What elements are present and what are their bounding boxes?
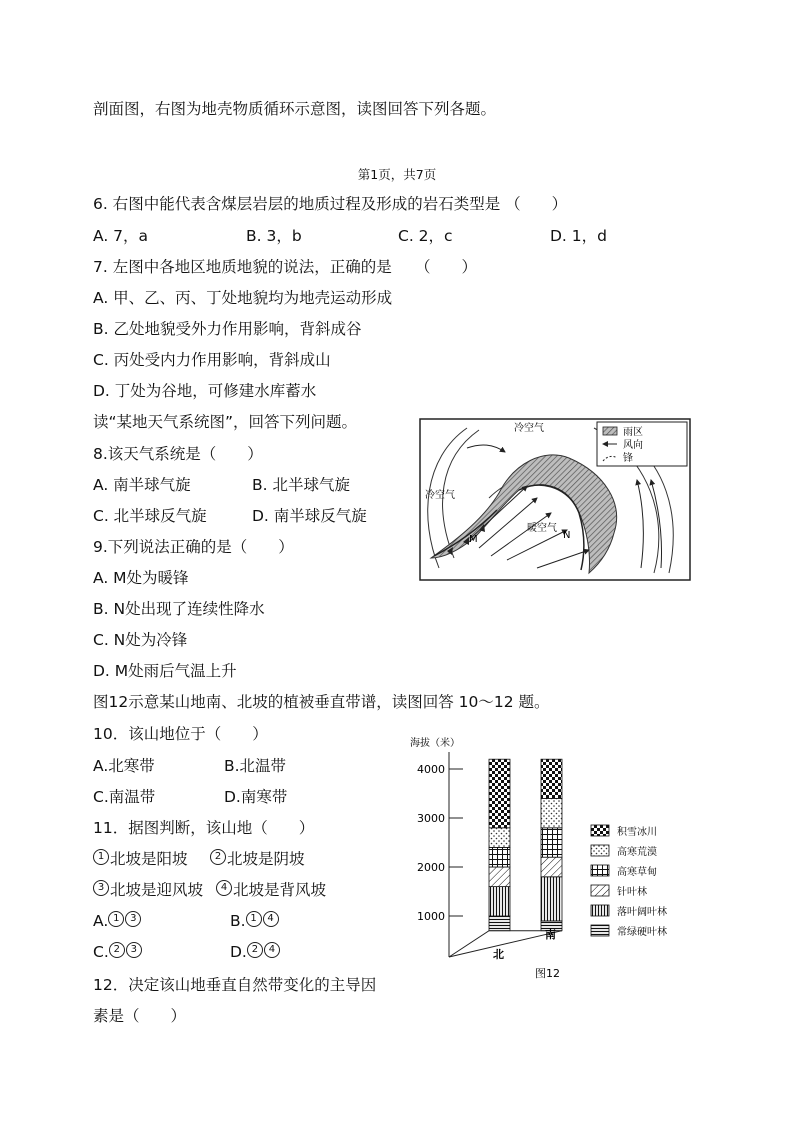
q9-option-c: C. N处为冷锋 <box>93 631 188 649</box>
option-letter: A. <box>93 912 109 930</box>
legend-label: 高寒草甸 <box>617 867 657 878</box>
legend-front-label: 锋 <box>623 453 633 464</box>
q10-option-a: A.北寒带 <box>93 757 155 775</box>
weather-system-map <box>419 418 691 581</box>
q8-option-d: D. 南半球反气旋 <box>252 507 367 525</box>
legend-wind-label: 风向 <box>623 440 643 451</box>
q9-option-a: A. M处为暖锋 <box>93 569 189 587</box>
legend-label: 高寒荒漠 <box>617 847 657 858</box>
circled-number: 1 <box>108 911 124 927</box>
q6-option-c: C. 2，c <box>398 227 453 245</box>
label-point-m: M <box>469 534 478 545</box>
q7-option-b: B. 乙处地貌受外力作用影响，背斜成谷 <box>93 320 362 338</box>
q7-stem: 7. 左图中各地区地质地貌的说法，正确的是 （ ） <box>93 258 477 276</box>
bar-segment <box>489 916 510 931</box>
legend-swatch <box>591 885 609 896</box>
legend-label: 积雪冰川 <box>617 827 657 838</box>
bar-segment <box>489 847 510 867</box>
q6-option-d: D. 1，d <box>550 227 607 245</box>
y-axis-label: 海拔（米） <box>410 738 460 749</box>
q12-stem-line1: 12．决定该山地垂直自然带变化的主导因 <box>93 976 377 994</box>
y-tick-label: 3000 <box>417 812 445 825</box>
q11-statement-2 <box>210 849 305 869</box>
statement-text: 北坡是阳坡 <box>110 850 188 868</box>
q11-option-b <box>230 911 280 931</box>
label-cold-air-top: 冷空气 <box>514 423 544 434</box>
q10-stem: 10．该山地位于（ ） <box>93 725 268 743</box>
option-letter: D. <box>230 943 247 961</box>
category-label: 北 <box>493 948 504 961</box>
legend-rain-label: 雨区 <box>623 427 643 438</box>
option-letter: B. <box>230 912 246 930</box>
legend-label: 落叶阔叶林 <box>617 907 667 918</box>
y-tick-label: 2000 <box>417 861 445 874</box>
legend-swatch <box>591 845 609 856</box>
q11-option-a <box>93 911 142 931</box>
map-legend <box>597 422 687 466</box>
q11-option-c <box>93 942 143 962</box>
circled-number: 3 <box>93 880 109 896</box>
category-label: 南 <box>545 928 556 941</box>
bar-segment <box>489 867 510 887</box>
q10-option-c: C.南温带 <box>93 788 156 806</box>
circled-number: 4 <box>216 880 232 896</box>
bar-segment <box>541 828 562 857</box>
bar-segment <box>489 828 510 848</box>
q9-option-d: D. M处雨后气温上升 <box>93 662 237 680</box>
intro-text: 剖面图，右图为地壳物质循环示意图，读图回答下列各题。 <box>93 100 497 118</box>
bar-segment <box>541 857 562 877</box>
legend-rain-swatch <box>603 427 617 435</box>
fig12-intro: 图12示意某山地南、北坡的植被垂直带谱，读图回答 10～12 题。 <box>93 693 550 711</box>
circled-number: 2 <box>109 942 125 958</box>
weather-intro: 读“某地天气系统图”，回答下列问题。 <box>93 413 358 431</box>
legend-label: 针叶林 <box>617 887 647 898</box>
circled-number: 2 <box>247 942 263 958</box>
circled-number: 3 <box>126 942 142 958</box>
q7-option-d: D. 丁处为谷地，可修建水库蓄水 <box>93 382 317 400</box>
legend-label: 常绿硬叶林 <box>617 927 667 938</box>
q6-stem: 6. 右图中能代表含煤层岩层的地质过程及形成的岩石类型是 （ ） <box>93 195 568 213</box>
option-letter: C. <box>93 943 109 961</box>
q9-stem: 9.下列说法正确的是（ ） <box>93 538 294 556</box>
label-warm-air: 暖空气 <box>527 523 557 534</box>
q11-statement-1 <box>93 849 188 869</box>
y-tick-label: 1000 <box>417 910 445 923</box>
q11-stem: 11．据图判断，该山地（ ） <box>93 819 315 837</box>
q12-stem-line2: 素是（ ） <box>93 1007 187 1025</box>
legend-swatch <box>591 825 609 836</box>
bar-segment <box>489 759 510 828</box>
q11-option-d <box>230 942 281 962</box>
legend-swatch <box>591 865 609 876</box>
q7-option-c: C. 丙处受内力作用影响，背斜成山 <box>93 351 331 369</box>
q9-option-b: B. N处出现了连续性降水 <box>93 600 265 618</box>
bar-segment <box>541 759 562 798</box>
q8-option-a: A. 南半球气旋 <box>93 476 191 494</box>
bar-segment <box>541 877 562 921</box>
label-cold-air-left: 冷空气 <box>425 490 455 501</box>
circled-number: 1 <box>93 849 109 865</box>
bar-segment <box>489 887 510 916</box>
page-footer: 第1页，共7页 <box>357 167 437 182</box>
circled-number: 3 <box>125 911 141 927</box>
circled-number: 4 <box>264 942 280 958</box>
q10-option-b: B.北温带 <box>224 757 287 775</box>
circled-number: 2 <box>210 849 226 865</box>
q8-option-c: C. 北半球反气旋 <box>93 507 207 525</box>
bar-segment <box>541 798 562 827</box>
label-point-n: N <box>563 530 571 541</box>
q11-statement-3 <box>93 880 203 900</box>
chart-title: 图12 <box>535 967 560 980</box>
statement-text: 北坡是阴坡 <box>227 850 305 868</box>
q7-option-a: A. 甲、乙、丙、丁处地貌均为地壳运动形成 <box>93 289 393 307</box>
q8-stem: 8.该天气系统是（ ） <box>93 445 263 463</box>
q6-option-b: B. 3，b <box>246 227 302 245</box>
statement-text: 北坡是背风坡 <box>233 881 327 899</box>
circled-number: 1 <box>246 911 262 927</box>
legend-swatch <box>591 925 609 936</box>
vegetation-zone-chart <box>405 732 695 987</box>
circled-number: 4 <box>263 911 279 927</box>
statement-text: 北坡是迎风坡 <box>110 881 204 899</box>
q10-option-d: D.南寒带 <box>224 788 288 806</box>
q6-option-a: A. 7，a <box>93 227 149 245</box>
y-tick-label: 4000 <box>417 763 445 776</box>
q11-statement-4 <box>216 880 326 900</box>
q8-option-b: B. 北半球气旋 <box>252 476 350 494</box>
legend-swatch <box>591 905 609 916</box>
